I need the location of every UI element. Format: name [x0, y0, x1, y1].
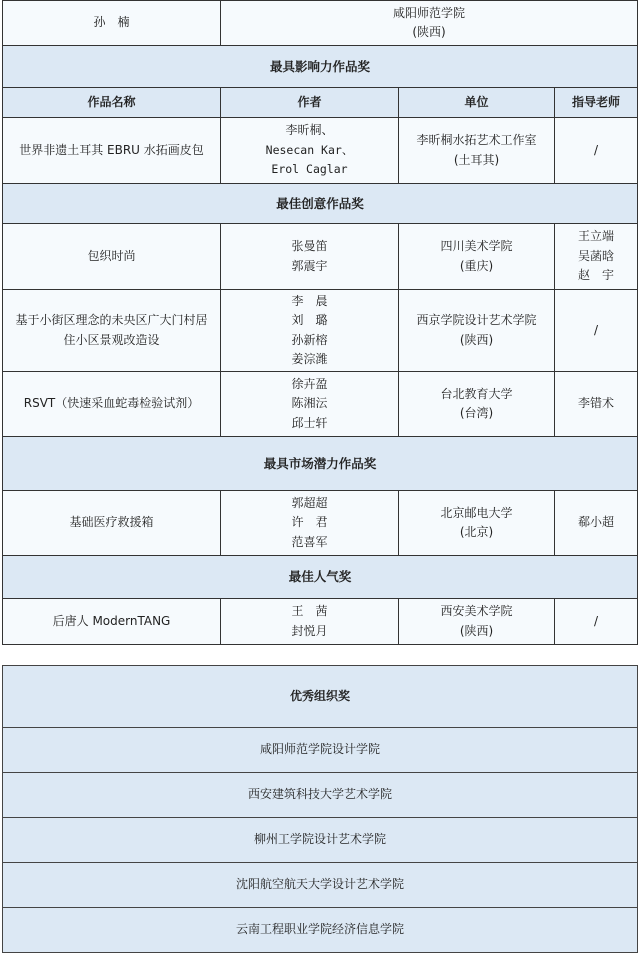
list-item: [3, 908, 638, 953]
author: 邱士轩: [291, 415, 328, 430]
organization-name: 西安建筑科技大学艺术学院: [3, 773, 638, 818]
organization-name: 柳州工学院设计艺术学院: [3, 818, 638, 863]
teacher-cell: /: [555, 599, 638, 645]
awards-table: [2, 0, 638, 645]
author: 陈湘沄: [291, 396, 328, 411]
unit-cell: [221, 1, 638, 46]
authors-cell: [221, 491, 399, 556]
authors-cell: [221, 224, 399, 290]
unit-region: (台湾): [459, 406, 494, 420]
unit-region: (陕西): [459, 332, 494, 347]
work-name: 后唐人 ModernTANG: [3, 599, 221, 645]
table-row: [3, 118, 638, 184]
unit-cell: [399, 290, 555, 372]
teacher: 王立端: [577, 229, 614, 244]
header-unit: 单位: [399, 88, 555, 118]
author: 徐卉盈: [291, 376, 328, 391]
table-row: [3, 491, 638, 556]
unit-line: 咸阳师范学院: [392, 5, 465, 20]
unit-region: (重庆): [459, 258, 494, 273]
author: 王 茜: [291, 604, 328, 618]
author: 刘 璐: [291, 313, 328, 327]
organization-name: 沈阳航空航天大学设计艺术学院: [3, 863, 638, 908]
unit-line: 四川美术学院: [440, 239, 513, 253]
author: 郭震宇: [291, 258, 328, 273]
organization-award-table: [2, 665, 638, 953]
section-title-popular: 最佳人气奖: [3, 556, 638, 599]
list-item: [3, 818, 638, 863]
teacher-cell: 李错术: [555, 372, 638, 437]
header-teacher: 指导老师: [555, 88, 638, 118]
table-row: [3, 372, 638, 437]
unit-cell: [399, 599, 555, 645]
table-row: [3, 290, 638, 372]
author: 许 君: [291, 515, 328, 530]
organization-name: 云南工程职业学院经济信息学院: [3, 908, 638, 953]
unit-region: (陕西): [412, 25, 446, 39]
authors-cell: [221, 118, 399, 184]
author: Nesecan Kar、: [265, 142, 354, 157]
work-name: 世界非遗土耳其 EBRU 水拓画皮包: [3, 118, 221, 184]
author: 孙新榕: [291, 332, 328, 347]
unit-region: (土耳其): [453, 152, 500, 167]
author: 姜淙潍: [291, 352, 328, 366]
unit-line: 台北教育大学: [440, 386, 513, 401]
work-name-line: 住小区景观改造设: [63, 332, 160, 347]
unit-line: 西京学院设计艺术学院: [416, 313, 537, 327]
unit-line: 北京邮电大学: [440, 505, 513, 520]
section-title-creative: 最佳创意作品奖: [3, 184, 638, 224]
unit-region: (陕西): [459, 623, 494, 638]
work-name: RSVT（快速采血蛇毒检验试剂）: [3, 372, 221, 437]
work-name-line: 基于小街区理念的未央区广大门村居: [15, 313, 208, 327]
unit-cell: [399, 118, 555, 184]
list-item: [3, 728, 638, 773]
unit-cell: [399, 491, 555, 556]
list-item: [3, 863, 638, 908]
organization-title: 优秀组织奖: [3, 666, 638, 728]
teacher-cell: /: [555, 118, 638, 184]
work-name: 包织时尚: [3, 224, 221, 290]
author: 范喜军: [291, 534, 328, 549]
section-title-market: 最具市场潜力作品奖: [3, 437, 638, 491]
unit-cell: [399, 224, 555, 290]
author: 张曼笛: [291, 239, 328, 253]
section-title-influence: 最具影响力作品奖: [3, 46, 638, 88]
person-name: 孙 楠: [93, 15, 130, 30]
work-name: [3, 290, 221, 372]
authors-cell: [221, 599, 399, 645]
teacher-cell: 郗小超: [555, 491, 638, 556]
author: Erol Caglar: [271, 162, 348, 177]
teacher-cell: /: [555, 290, 638, 372]
author: 封悦月: [291, 623, 328, 638]
authors-cell: [221, 290, 399, 372]
person-cell: [3, 1, 221, 46]
header-author: 作者: [221, 88, 399, 118]
unit-cell: [399, 372, 555, 437]
teacher: 赵 宇: [577, 268, 614, 283]
unit-region: (北京): [459, 525, 494, 539]
unit-line: 西安美术学院: [440, 604, 513, 618]
organization-name: 咸阳师范学院设计学院: [3, 728, 638, 773]
unit-line: 李昕桐水拓艺术工作室: [416, 133, 537, 147]
authors-cell: [221, 372, 399, 437]
work-name: 基础医疗救援箱: [3, 491, 221, 556]
list-item: [3, 773, 638, 818]
table-row: [3, 224, 638, 290]
author: 郭超超: [291, 495, 328, 510]
table-row: [3, 599, 638, 645]
header-work: 作品名称: [3, 88, 221, 118]
author: 李 晨: [291, 293, 328, 308]
teacher-cell: [555, 224, 638, 290]
author: 李昕桐、: [285, 123, 334, 138]
teacher: 吴菡晗: [577, 248, 614, 263]
